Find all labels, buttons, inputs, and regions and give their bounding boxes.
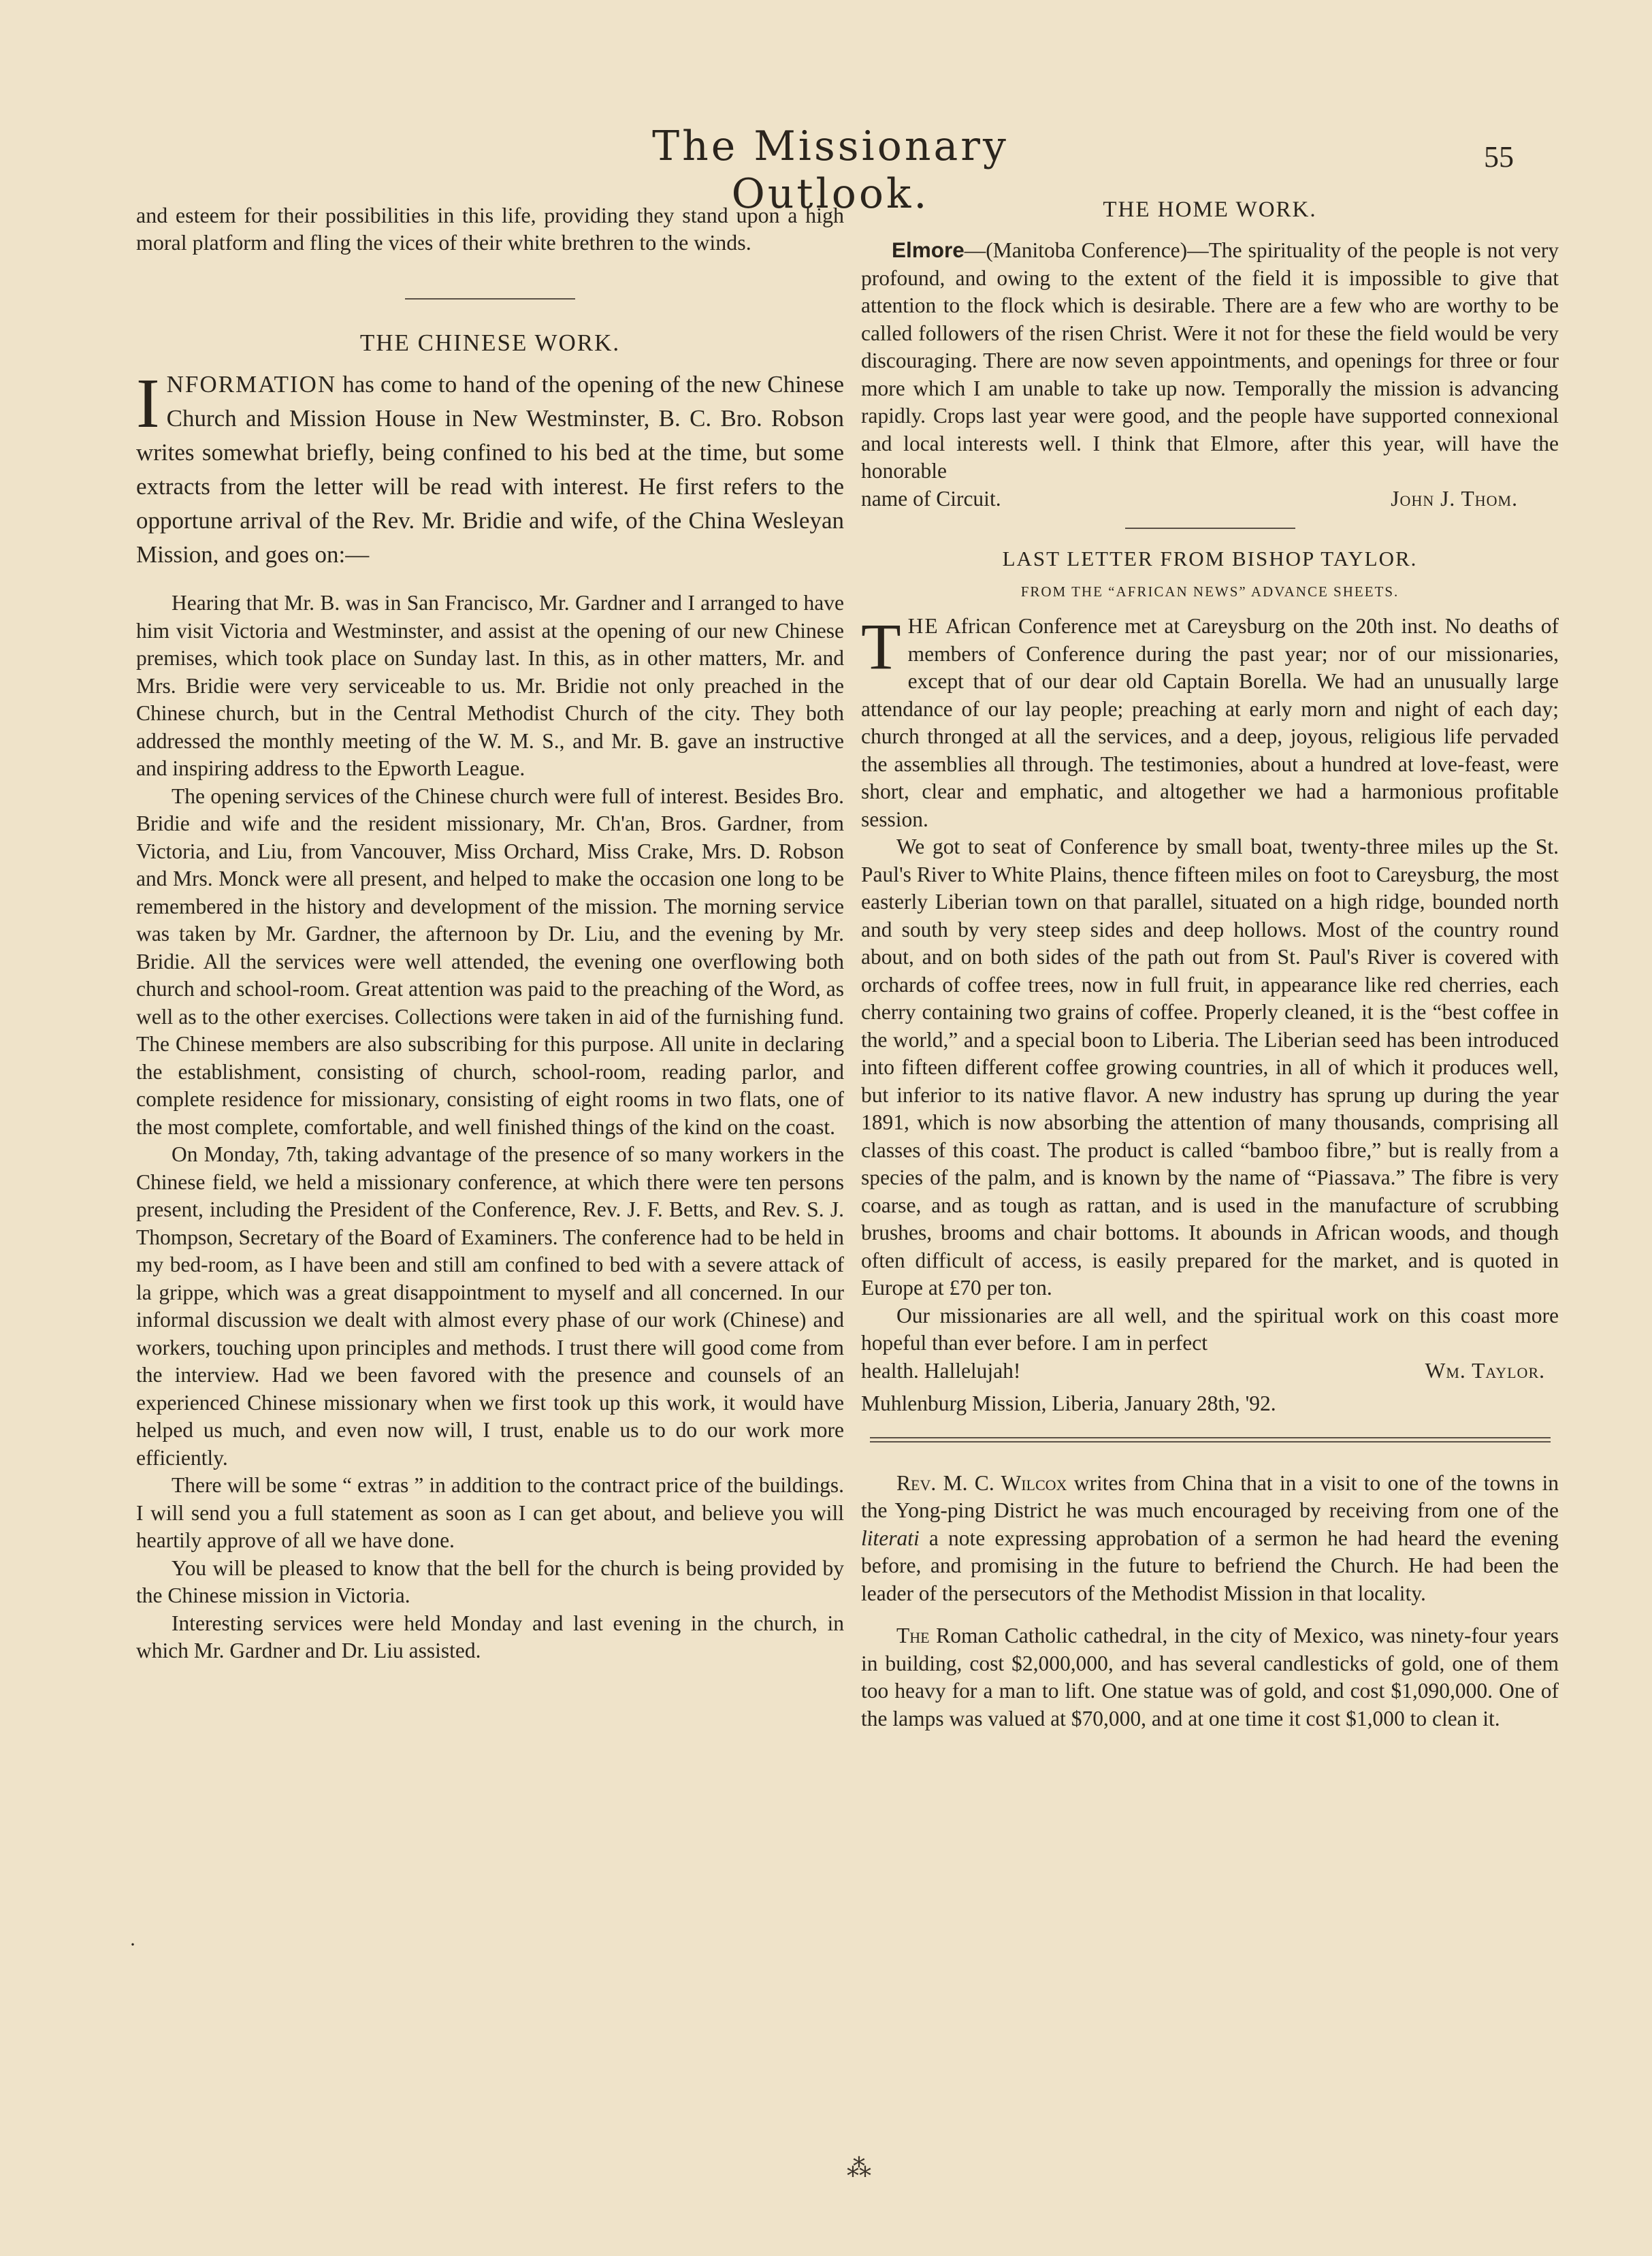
lead-text: African Conference met at Careysburg on the 20th inst. No deaths of members of Conference during the past year; nor of our missionaries, except that of our dear old Captain Borella. We had an unusually large attendance of our lay people; preaching at early morn and night of each day; church thronged at all the services, and a deep, joyous, religious life pervaded the assemblies all through. The testimonies, about a hundred at love-feast, were short, clear and emphatic, and altogether we had a harmonious profitable session. [861, 614, 1559, 831]
cathedral-paragraph [861, 1622, 1559, 1733]
page-number: 55 [1484, 140, 1514, 174]
letter-paragraph: The opening services of the Chinese church were full of interest. Besides Bro. Bridie and wife and the resident missionary, Mr. Ch'an, Bros. Gardner, from Victoria, and Liu, from Vancouver, Miss Orchard, Miss Crake, Mrs. D. Robson and Mrs. Monck were all present, and helped to make the occasion one long to be remembered in the history and development of the mission. The morning service was taken by Mr. Gardner, the afternoon by Dr. Liu, and the evening by Mr. Bridie. All the services were well attended, the evening one overflowing both church and school-room. Great attention was paid to the preaching of the Word, as well as to the other exercises. Collections were taken in aid of the furnishing fund. The Chinese members are also subscribing for this purpose. All unite in declaring the establishment, consisting of church, school-room, reading parlor, and complete residence for missionary, consisting of eight rooms in two flats, one of the most complete, comfortable, and well finished things of the kind on the coast. [136, 784, 844, 1139]
lead-caps: HE [907, 614, 939, 638]
printer-ornament-icon: ⁂ [847, 2155, 871, 2182]
drop-cap: T [861, 610, 901, 683]
letter-paragraph: Interesting services were held Monday and last evening in the church, in which Mr. Gardner and Dr. Liu assisted. [136, 1611, 844, 1662]
home-work-paragraph [861, 236, 1559, 485]
lead-text: has come to hand of the opening of the new Chinese Church and Mission House in New Westminster, B. C. Bro. Robson writes somewhat briefly, being confined to his bed at the time, but some extracts from the letter will be read with interest. He first refers to the opportune arrival of the Rev. Mr. Bridie and wife, of the China Wesleyan Mission, and goes on:— [136, 371, 844, 568]
lead-caps: NFORMATION [166, 371, 337, 398]
wilcox-name: Rev. M. C. Wilcox [896, 1470, 1067, 1495]
letter-paragraph: Our missionaries are all well, and the spiritual work on this coast more hopeful than ever before. I am in perfect [861, 1303, 1559, 1355]
masthead: The Missionary Outlook. [652, 123, 1009, 218]
bishop-taylor-subtitle: FROM THE “AFRICAN NEWS” ADVANCE SHEETS. [1020, 583, 1399, 600]
print-speck: · [129, 1933, 136, 1956]
wilcox-text-a: writes from China that in a visit to one of the towns in the Yong-ping District he was much encouraged by receiving from one of the [861, 1470, 1559, 1522]
place-name: Elmore [892, 238, 965, 262]
drop-cap: I [136, 364, 160, 442]
letter-paragraph: You will be pleased to know that the bell for the church is being provided by the Chinese mission in Victoria. [136, 1556, 844, 1607]
bishop-signature-line [861, 1357, 1559, 1385]
right-column [861, 197, 1559, 1733]
letter-paragraph: On Monday, 7th, taking advantage of the presence of so many workers in the Chinese field, we held a missionary conference, at which there were ten persons present, including the President of the Conference, Rev. J. F. Betts, and Rev. S. J. Thompson, Secretary of the Board of Examiners. The conference had to be held in my bed-room, as I have been and still am confined to bed with a severe attack of la grippe, which was a great disappointment to myself and all concerned. In our informal discussion we dealt with almost every phase of our work (Chinese) and workers, touching upon principles and methods. I trust there will good come from the interview. Had we been favored with the presence and counsels of an experienced Chinese missionary when we first took up this work, it would have helped us much, and even now will, I trust, enable us to do our work more efficiently. [136, 1142, 844, 1470]
last-line: health. Hallelujah! [861, 1358, 1021, 1383]
letter-paragraph: We got to seat of Conference by small boat, twenty-three miles up the St. Paul's River to White Plains, thence fifteen miles on foot to Careysburg, the most easterly Liberian town on that parallel, situated on a high ridge, bounded north and south by very steep sides and deep hollows. Most of the country round about, and on both sides of the path out from St. Paul's River is covered with orchards of coffee trees, now in full fruit, in appearance like red cherries, each cherry containing two grains of coffee. Properly cleaned, it is the “best coffee in the world,” and a special boon to Liberia. The Liberian seed has been introduced into fifteen different coffee growing countries, in all of which it produces well, but inferior to its native flavor. A new industry has sprung up during the year 1891, which is now absorbing the attention of many thousands, comprising all classes of this coast. The product is called “bamboo fibre,” but is really from a species of the palm, and is known by the name of “Piassava.” The fibre is very coarse, and as tough as rattan, and is used in the manufacture of scrubbing brushes, brooms and chair bottoms. It abounds in African woods, and though often difficult of access, is easily prepared for the market, and is quoted in Europe at £70 per ton. [861, 835, 1559, 1300]
chinese-work-title: THE CHINESE WORK. [359, 329, 621, 356]
letter-paragraph: Hearing that Mr. B. was in San Francisco, Mr. Gardner and I arranged to have him visit Victoria and Westminster, and assist at the opening of our new Chinese premises, which took place on Sunday last. In this, as in other matters, Mr. and Mrs. Bridie were very serviceable to us. Mr. Bridie not only preached in the Chinese church, but in the Central Methodist Church of the city. They both addressed the monthly meeting of the W. M. S., and Mr. B. gave an instructive and inspiring address to the Epworth League. [136, 591, 844, 780]
home-work-title: THE HOME WORK. [1103, 197, 1317, 222]
literati-word: literati [861, 1526, 920, 1550]
bishop-taylor-title: LAST LETTER FROM BISHOP TAYLOR. [1002, 547, 1418, 570]
chinese-work-lead-paragraph [136, 364, 844, 572]
left-column [136, 202, 844, 1665]
home-work-text: —(Manitoba Conference)—The spirituality of the people is not very profound, and owing to the extent of the field it is impossible to give that attention to the flock which is desirable. There are a few who are worthy to be called followers of the risen Christ. Were it not for these the field would be very discouraging. There are now seven appointments, and openings for three or four more which I am unable to take up now. Temporally the mission is advancing rapidly. Crops last year were good, and the people have supported connexional and local interests well. I think that Elmore, after this year, will have the honorable [861, 238, 1559, 483]
bishop-taylor-lead-paragraph [861, 610, 1559, 833]
intro-paragraph: and esteem for their possibilities in this life, providing they stand upon a high moral platform and fling the vices of their white brethren to the winds. [136, 203, 844, 255]
cathedral-lead: The [896, 1624, 930, 1647]
last-line: name of Circuit. [861, 486, 1001, 511]
letter-paragraph: There will be some “ extras ” in addition to the contract price of the buildings. I will send you a full statement as soon as I can get about, and believe you will heartily approve of all we have done. [136, 1473, 844, 1552]
wilcox-paragraph [861, 1470, 1559, 1608]
signature: Wm. Taylor. [1425, 1358, 1545, 1383]
home-work-signature-line [861, 485, 1559, 513]
dateline: Muhlenburg Mission, Liberia, January 28th, '92. [861, 1391, 1276, 1415]
wilcox-text-b: a note expressing approbation of a sermon he had heard the evening before, and promising in the future to befriend the Church. He had been the leader of the persecutors of the Methodist Mission in that locality. [861, 1526, 1559, 1605]
signature: John J. Thom. [1391, 486, 1518, 511]
cathedral-text: Roman Catholic cathedral, in the city of Mexico, was ninety-four years in building, cost $2,000,000, and has several candlesticks of gold, one of them too heavy for a man to lift. One statue was of gold, and cost $1,090,000. One of the lamps was valued at $70,000, and at one time it cost $1,000 to clean it. [861, 1624, 1559, 1730]
